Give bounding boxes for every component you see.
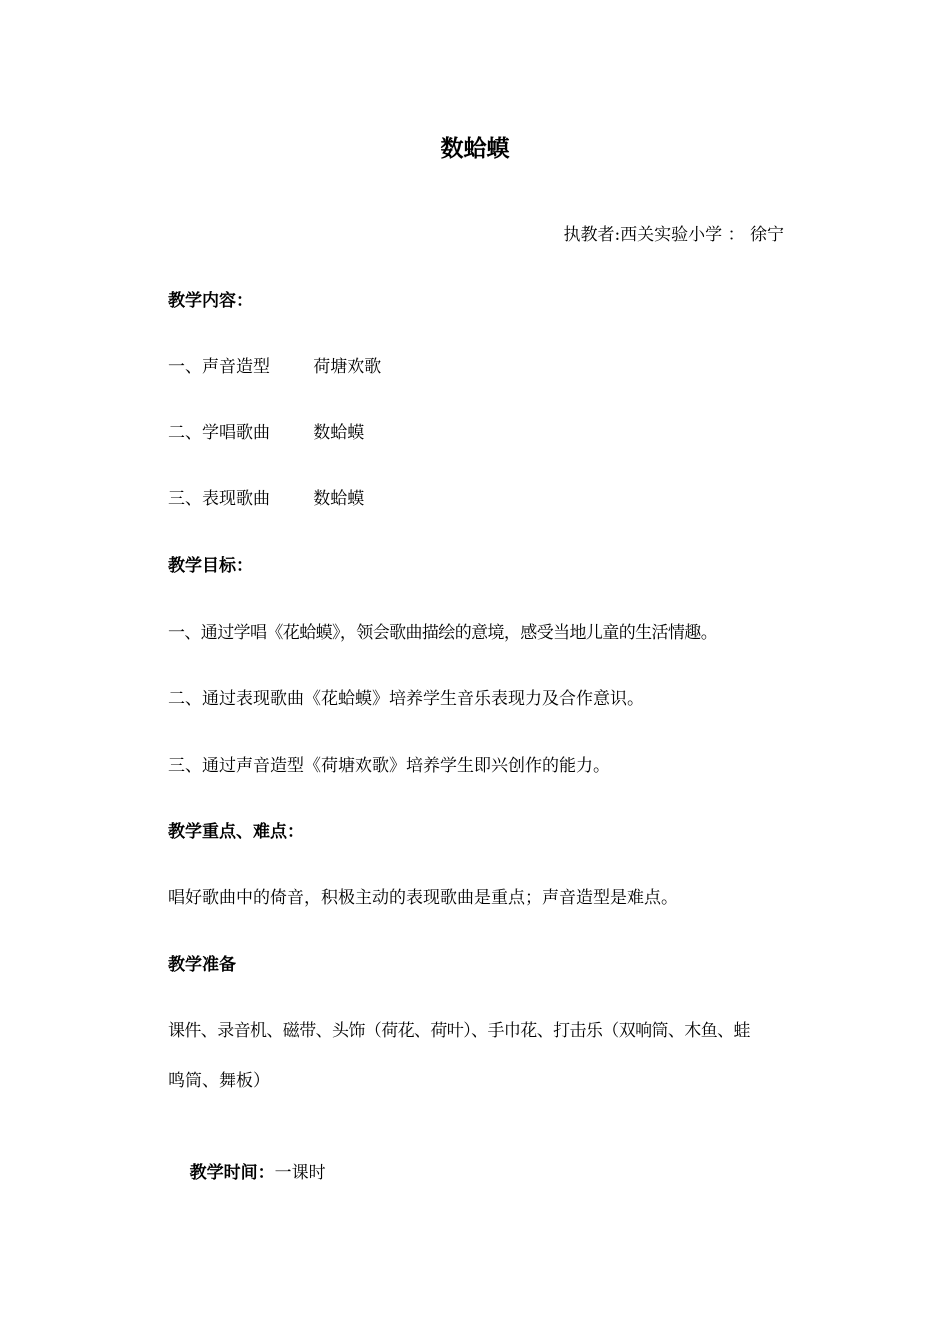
time-value: 一课时: [274, 1163, 326, 1183]
prep-text-line1: 课件、录音机、磁带、头饰（荷花、荷叶）、手巾花、打击乐（双响筒、木鱼、蛙: [168, 1021, 750, 1041]
content-heading: 教学内容：: [168, 291, 253, 311]
time-label: 教学时间：: [189, 1163, 275, 1183]
prep-text-line2: 鸣筒、舞板）: [168, 1071, 270, 1091]
content-item-3: 三、表现歌曲 数蛤蟆: [168, 489, 365, 509]
document-title: 数蛤蟆: [440, 135, 510, 162]
goals-heading: 教学目标：: [168, 556, 253, 576]
author-line: 执教者:西关实验小学 ： 徐宁: [563, 225, 784, 245]
goal-item-1: 一、通过学唱《花蛤蟆》，领会歌曲描绘的意境，感受当地儿童的生活情趣。: [168, 623, 718, 643]
time-line: [168, 1134, 788, 1212]
goal-item-2: 二、通过表现歌曲《花蛤蟆》培养学生音乐表现力及合作意识。: [168, 689, 644, 709]
key-text: 唱好歌曲中的倚音，积极主动的表现歌曲是重点；声音造型是难点。: [168, 888, 678, 908]
prep-heading: 教学准备: [168, 955, 236, 975]
content-item-1: 一、声音造型 荷塘欢歌: [168, 357, 382, 377]
key-heading: 教学重点、难点：: [168, 822, 304, 842]
content-item-2: 二、学唱歌曲 数蛤蟆: [168, 423, 365, 443]
goal-item-3: 三、通过声音造型《荷塘欢歌》培养学生即兴创作的能力。: [168, 756, 610, 776]
